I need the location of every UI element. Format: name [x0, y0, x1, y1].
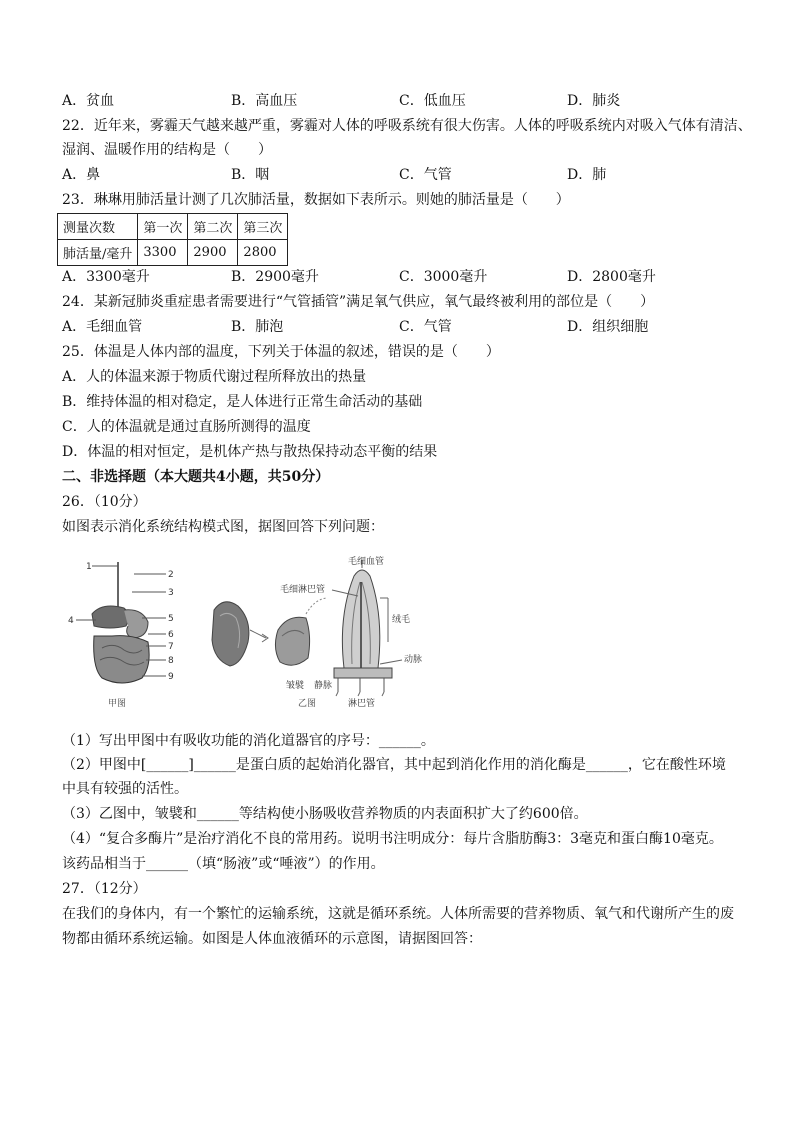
q22-stem-line1: 22．近年来，雾霾天气越来越严重，雾霾对人体的呼吸系统有很大伤害。人体的呼吸系统内对吸入气体有清洁、: [62, 118, 752, 134]
q25-option-a: A．人的体温来源于物质代谢过程所释放出的热量: [62, 369, 367, 385]
q21-option-b: B．高血压: [231, 93, 298, 109]
q27-line2: 物都由循环系统运输。如图是人体血液循环的示意图，请据图回答：: [62, 931, 482, 947]
table-cell: 第一次: [138, 214, 188, 240]
q21-option-a: A．贫血: [62, 93, 115, 109]
q21-option-d: D．肺炎: [567, 93, 621, 109]
q26-sub1: （1）写出甲图中有吸收功能的消化道器官的序号：______。: [62, 733, 435, 749]
label-lymph-capillary: 毛细淋巴管: [280, 585, 326, 595]
table-cell: 3300: [138, 240, 188, 266]
q26-sub4-line1: （4）“复合多酶片”是治疗消化不良的常用药。说明书注明成分：每片含脂肪酶3：3毫克和蛋白酶10毫克。: [62, 831, 723, 847]
jia-label-1: 1: [86, 562, 92, 572]
jia-label-5: 5: [168, 614, 174, 624]
q22-option-a: A．鼻: [62, 167, 101, 183]
q26-score: 26．（10分）: [62, 494, 147, 510]
table-cell: 2800: [238, 240, 288, 266]
table-header-row: [58, 214, 288, 240]
q23-option-c: C．3000毫升: [399, 269, 488, 285]
jia-label-2: 2: [168, 570, 174, 580]
q26-intro: 如图表示消化系统结构模式图，据图回答下列问题：: [62, 519, 384, 535]
q23-option-d: D．2800毫升: [567, 269, 656, 285]
q25-option-c: C．人的体温就是通过直肠所测得的温度: [62, 419, 311, 435]
label-vein: 静脉: [314, 681, 333, 691]
q26-sub4-line2: 该药品相当于______（填“肠液”或“唾液”）的作用。: [62, 856, 385, 872]
table-cell: 第二次: [188, 214, 238, 240]
q22-option-d: D．肺: [567, 167, 607, 183]
lung-capacity-table: [57, 213, 288, 266]
section-heading: 二、非选择题（本大题共4小题，共50分）: [62, 469, 330, 485]
q21-option-c: C．低血压: [399, 93, 466, 109]
jia-label-9: 9: [168, 672, 174, 682]
q25-option-d: D．体温的相对恒定，是机体产热与散热保持动态平衡的结果: [62, 444, 438, 460]
q27-line1: 在我们的身体内，有一个繁忙的运输系统，这就是循环系统。人体所需要的营养物质、氧气和代谢所产生的废: [62, 906, 734, 922]
q24-option-c: C．气管: [399, 319, 452, 335]
jia-label-3: 3: [168, 588, 174, 598]
q26-sub3: （3）乙图中，皱襞和______等结构使小肠吸收营养物质的内表面积扩大了约600倍。: [62, 806, 588, 822]
q22-stem-line2: 湿润、温暖作用的结构是（ ）: [62, 142, 272, 158]
q23-option-b: B．2900毫升: [231, 269, 319, 285]
q25-stem: 25．体温是人体内部的温度，下列关于体温的叙述，错误的是（ ）: [62, 344, 500, 360]
q24-stem: 24．某新冠肺炎重症患者需要进行“气管插管”满足氧气供应，氧气最终被利用的部位是（ ）: [62, 294, 655, 310]
q24-option-b: B．肺泡: [231, 319, 284, 335]
table-cell: 2900: [188, 240, 238, 266]
figure-svg: [62, 556, 442, 716]
q26-sub2-line1: （2）甲图中[______]______是蛋白质的起始消化器官，其中起到消化作用的消化酶是______，它在酸性环境: [62, 757, 726, 773]
label-lymph-vessel: 淋巴管: [348, 699, 376, 709]
q23-stem: 23．琳琳用肺活量计测了几次肺活量，数据如下表所示。则她的肺活量是（ ）: [62, 192, 570, 208]
label-artery: 动脉: [404, 655, 423, 665]
q22-option-b: B．咽: [231, 167, 270, 183]
q27-score: 27．（12分）: [62, 881, 147, 897]
table-cell: 肺活量/毫升: [58, 240, 138, 266]
table-cell: 第三次: [238, 214, 288, 240]
q24-option-a: A．毛细血管: [62, 319, 143, 335]
table-cell: 测量次数: [58, 214, 138, 240]
q23-option-a: A．3300毫升: [62, 269, 150, 285]
q24-option-d: D．组织细胞: [567, 319, 649, 335]
label-capillary: 毛细血管: [348, 557, 385, 567]
digestive-system-figure: [62, 556, 442, 716]
q22-option-c: C．气管: [399, 167, 452, 183]
jia-label-6: 6: [168, 630, 174, 640]
jia-label-7: 7: [168, 642, 174, 652]
jia-label-8: 8: [168, 656, 174, 666]
table-row: [58, 240, 288, 266]
label-villus: 绒毛: [392, 615, 411, 625]
label-fold: 皱襞: [286, 681, 305, 691]
jia-label-4: 4: [68, 616, 74, 626]
q25-option-b: B．维持体温的相对稳定，是人体进行正常生命活动的基础: [62, 394, 423, 410]
figure-jia: [76, 562, 166, 683]
figure-yi: [212, 560, 402, 696]
jia-caption: 甲图: [108, 699, 127, 709]
yi-caption: 乙图: [298, 699, 317, 709]
q26-sub2-line2: 中具有较强的活性。: [62, 781, 188, 797]
